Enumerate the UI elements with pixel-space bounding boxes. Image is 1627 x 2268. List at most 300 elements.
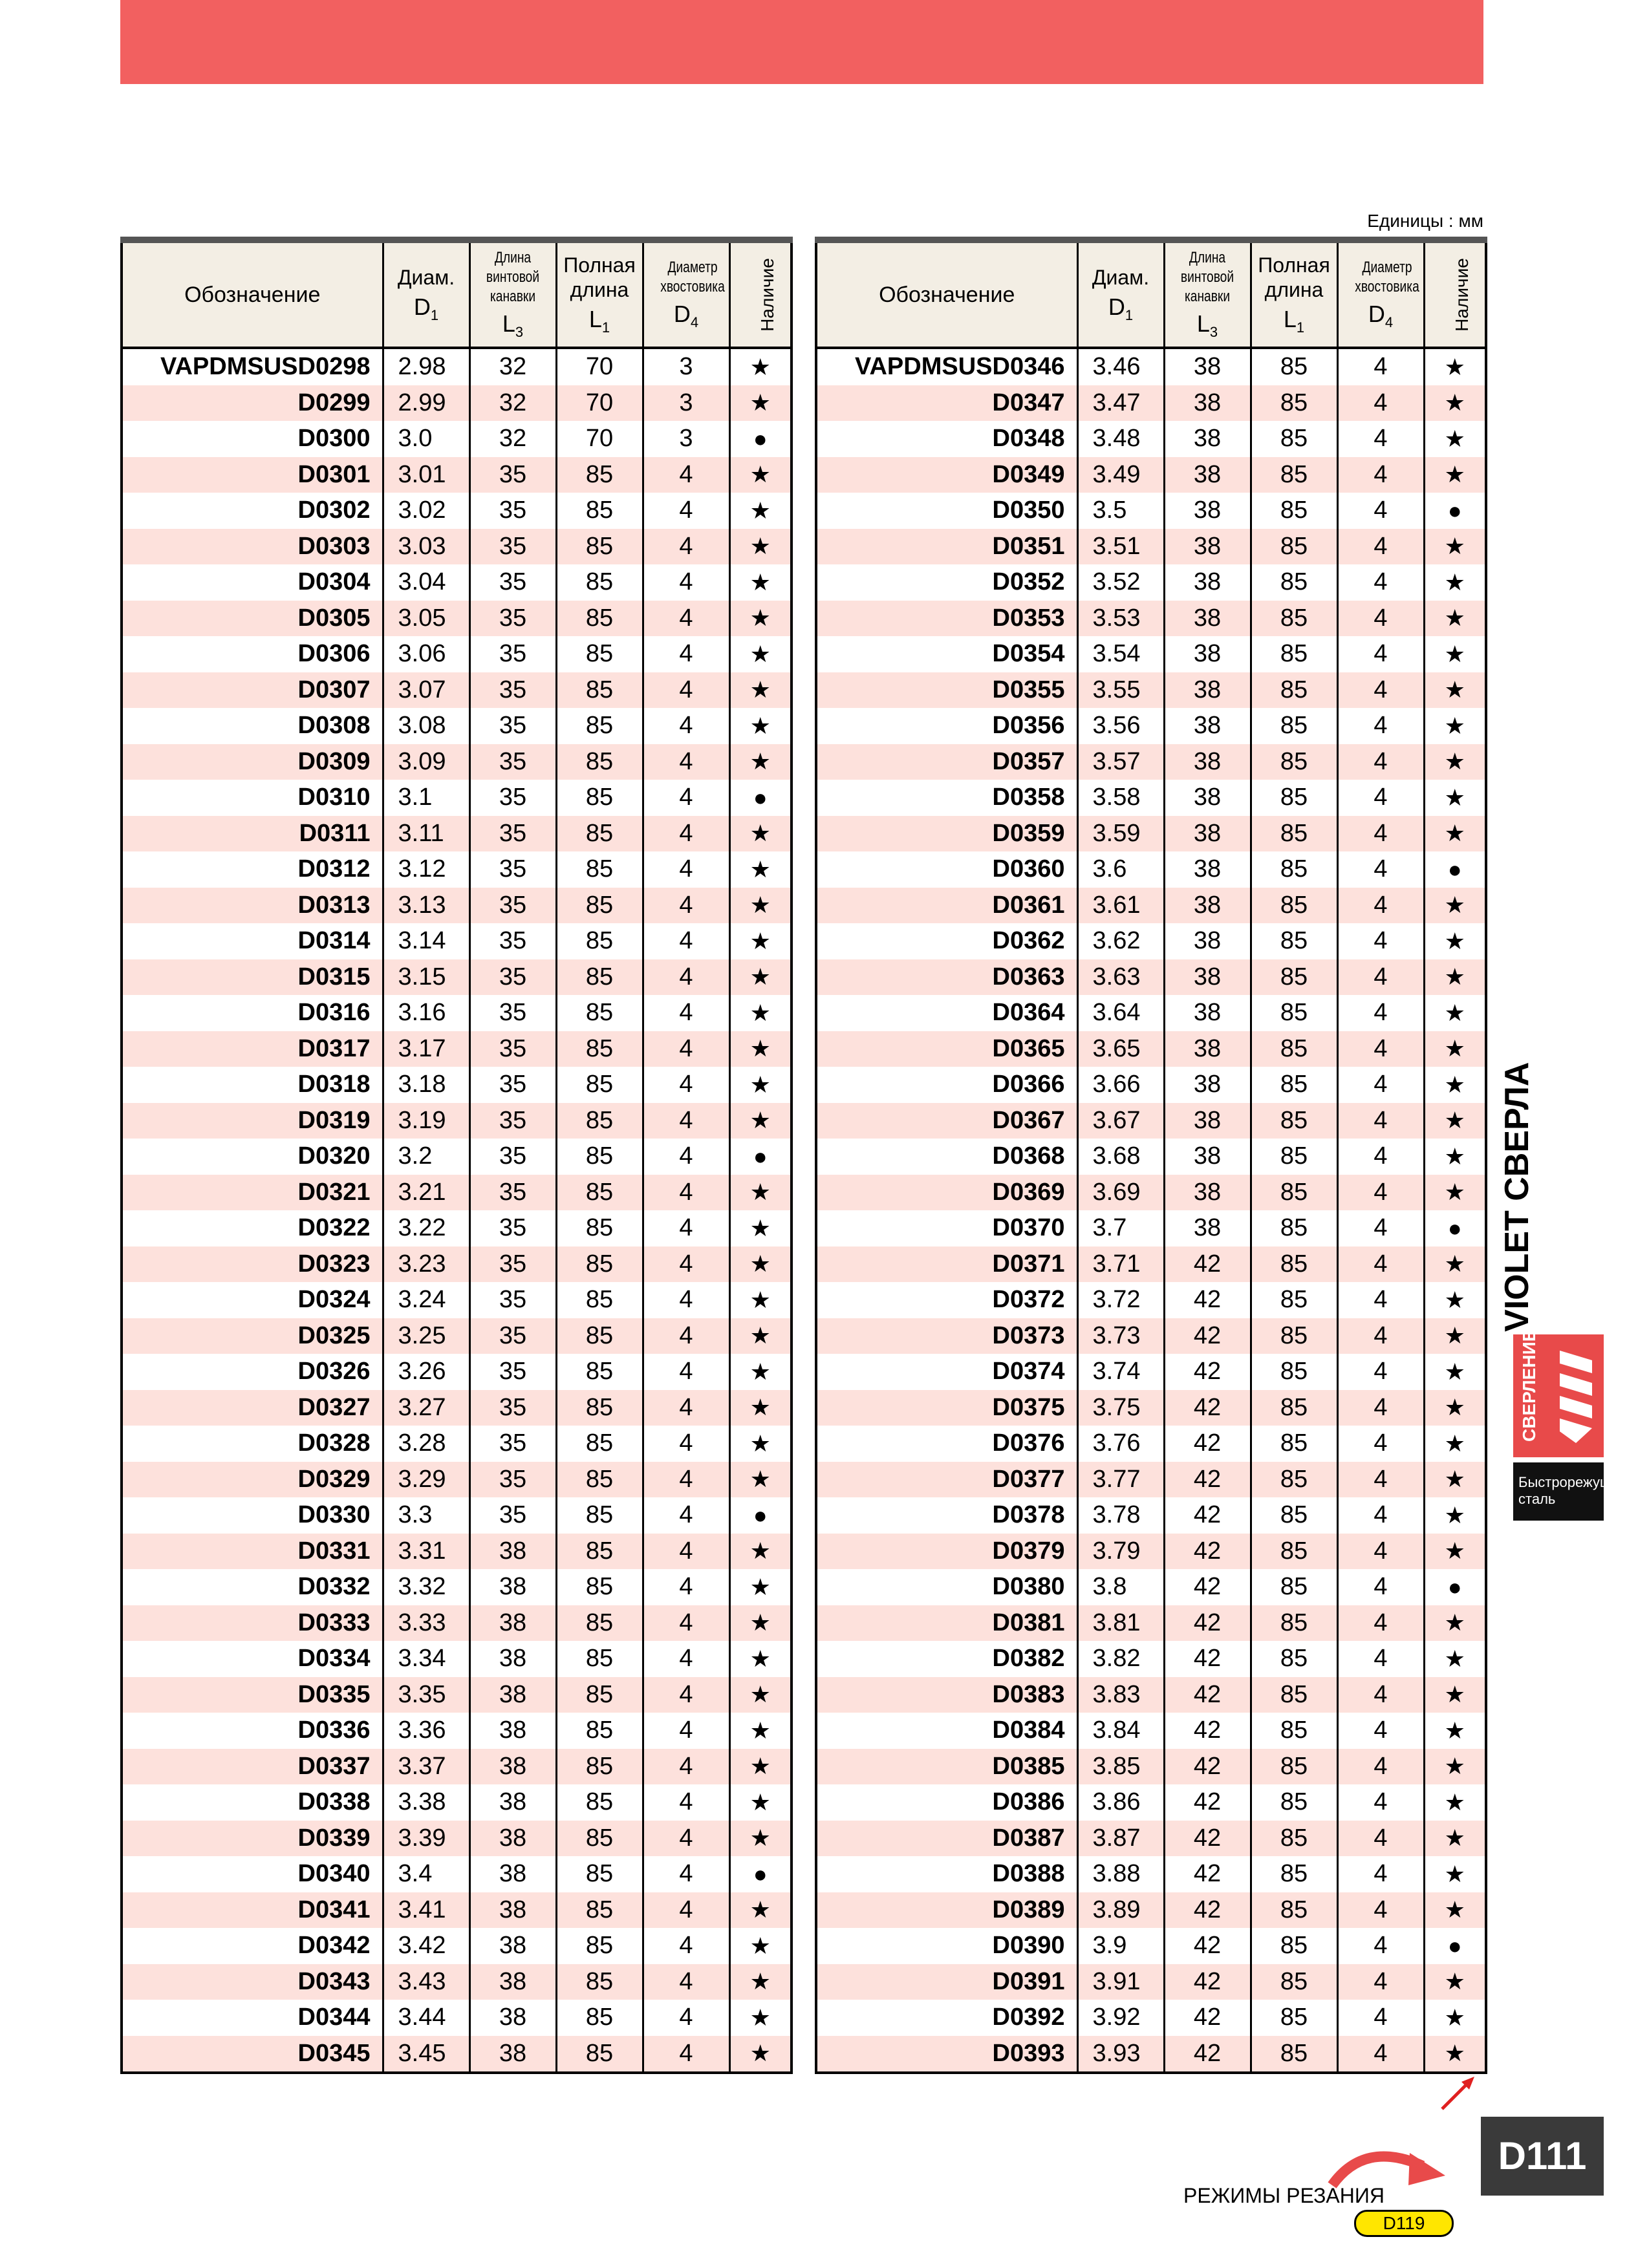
- shank-diameter-cell: 4: [1337, 385, 1424, 422]
- flute-length-cell: 35: [469, 923, 556, 959]
- header-designation: Обозначение: [816, 240, 1077, 348]
- flute-length-cell: 35: [469, 493, 556, 529]
- flute-length-cell: 35: [469, 564, 556, 601]
- shank-diameter-cell: 4: [643, 1354, 729, 1390]
- shank-diameter-cell: 4: [1337, 1462, 1424, 1498]
- availability-cell: ★: [729, 708, 792, 744]
- designation-cell: D0371: [816, 1246, 1077, 1283]
- table-row: [816, 995, 1486, 1031]
- flute-length-cell: 35: [469, 1497, 556, 1534]
- designation-cell: D0323: [122, 1246, 383, 1283]
- table-row: [122, 708, 792, 744]
- arrow-icon: [1438, 2074, 1477, 2113]
- shank-diameter-cell: 4: [1337, 1175, 1424, 1211]
- designation-cell: D0382: [816, 1641, 1077, 1677]
- flute-length-cell: 38: [1164, 636, 1251, 672]
- designation-cell: D0326: [122, 1354, 383, 1390]
- designation-cell: D0360: [816, 851, 1077, 888]
- availability-cell: ★: [1424, 1175, 1486, 1211]
- table-row: [816, 708, 1486, 744]
- availability-cell: ★: [729, 2036, 792, 2073]
- total-length-cell: 85: [1251, 888, 1337, 924]
- designation-cell: D0364: [816, 995, 1077, 1031]
- availability-cell: ★: [729, 457, 792, 493]
- total-length-cell: 85: [1251, 1354, 1337, 1390]
- shank-diameter-cell: 4: [1337, 888, 1424, 924]
- diameter-cell: 3.92: [1077, 2000, 1164, 2036]
- diameter-cell: 3.6: [1077, 851, 1164, 888]
- flute-length-cell: 42: [1164, 1892, 1251, 1929]
- total-length-cell: 85: [556, 1641, 643, 1677]
- side-tab-section: СВЕРЛЕНИЕ: [1513, 1334, 1604, 1457]
- table-row: [816, 744, 1486, 780]
- availability-cell: ★: [729, 493, 792, 529]
- table-row: [816, 636, 1486, 672]
- flute-length-cell: 42: [1164, 1641, 1251, 1677]
- availability-cell: ★: [729, 601, 792, 637]
- table-row: [122, 1784, 792, 1821]
- designation-cell: D0341: [122, 1892, 383, 1929]
- availability-cell: ★: [729, 636, 792, 672]
- diameter-cell: 3.13: [383, 888, 469, 924]
- shank-diameter-cell: 4: [643, 1497, 729, 1534]
- table-row: [122, 672, 792, 709]
- total-length-cell: 85: [556, 959, 643, 996]
- shank-diameter-cell: 4: [1337, 1210, 1424, 1246]
- availability-cell: ●: [729, 1856, 792, 1892]
- total-length-cell: 85: [556, 995, 643, 1031]
- table-row: [122, 1534, 792, 1570]
- availability-cell: ★: [1424, 780, 1486, 816]
- table-row: [816, 1497, 1486, 1534]
- designation-cell: D0391: [816, 1964, 1077, 2000]
- availability-cell: ★: [1424, 1605, 1486, 1642]
- shank-diameter-cell: 4: [1337, 1246, 1424, 1283]
- designation-cell: D0349: [816, 457, 1077, 493]
- shank-diameter-cell: 4: [1337, 1569, 1424, 1605]
- flute-length-cell: 38: [1164, 348, 1251, 385]
- designation-cell: D0386: [816, 1784, 1077, 1821]
- table-row: [122, 959, 792, 996]
- diameter-cell: 3.35: [383, 1677, 469, 1713]
- flute-length-cell: 35: [469, 888, 556, 924]
- flute-length-cell: 35: [469, 1354, 556, 1390]
- availability-cell: ★: [729, 2000, 792, 2036]
- designation-cell: D0329: [122, 1462, 383, 1498]
- availability-cell: ★: [729, 995, 792, 1031]
- shank-diameter-cell: 4: [643, 1964, 729, 2000]
- availability-cell: ★: [1424, 1103, 1486, 1139]
- shank-diameter-cell: 4: [1337, 1964, 1424, 2000]
- designation-cell: D0330: [122, 1497, 383, 1534]
- flute-length-cell: 32: [469, 348, 556, 385]
- flute-length-cell: 38: [469, 1784, 556, 1821]
- diameter-cell: 3.27: [383, 1390, 469, 1426]
- shank-diameter-cell: 4: [643, 995, 729, 1031]
- flute-length-cell: 38: [469, 1677, 556, 1713]
- diameter-cell: 3.86: [1077, 1784, 1164, 1821]
- diameter-cell: 3.93: [1077, 2036, 1164, 2073]
- total-length-cell: 85: [1251, 1210, 1337, 1246]
- side-tab-title: VIOLET СВЕРЛА: [1498, 1062, 1536, 1332]
- flute-length-cell: 42: [1164, 2036, 1251, 2073]
- total-length-cell: 85: [1251, 636, 1337, 672]
- flute-length-cell: 42: [1164, 1605, 1251, 1642]
- total-length-cell: 85: [556, 1246, 643, 1283]
- shank-diameter-cell: 4: [1337, 1713, 1424, 1749]
- designation-cell: D0325: [122, 1318, 383, 1354]
- availability-cell: ★: [1424, 1749, 1486, 1785]
- shank-diameter-cell: 4: [643, 1928, 729, 1964]
- diameter-cell: 3.67: [1077, 1103, 1164, 1139]
- table-row: [122, 2000, 792, 2036]
- flute-length-cell: 35: [469, 995, 556, 1031]
- shank-diameter-cell: 4: [1337, 1067, 1424, 1103]
- total-length-cell: 85: [556, 923, 643, 959]
- total-length-cell: 70: [556, 385, 643, 422]
- designation-cell: D0332: [122, 1569, 383, 1605]
- diameter-cell: 3.88: [1077, 1856, 1164, 1892]
- total-length-cell: 85: [556, 1031, 643, 1067]
- flute-length-cell: 38: [469, 1641, 556, 1677]
- flute-length-cell: 35: [469, 744, 556, 780]
- diameter-cell: 3.22: [383, 1210, 469, 1246]
- table-row: [816, 1175, 1486, 1211]
- total-length-cell: 85: [1251, 1497, 1337, 1534]
- flute-length-cell: 35: [469, 1210, 556, 1246]
- total-length-cell: 85: [556, 1569, 643, 1605]
- total-length-cell: 85: [556, 1390, 643, 1426]
- total-length-cell: 85: [1251, 672, 1337, 709]
- shank-diameter-cell: 4: [643, 923, 729, 959]
- shank-diameter-cell: 4: [643, 1210, 729, 1246]
- flute-length-cell: 38: [469, 2036, 556, 2073]
- availability-cell: ★: [1424, 2000, 1486, 2036]
- availability-cell: ★: [729, 1677, 792, 1713]
- designation-cell: D0362: [816, 923, 1077, 959]
- designation-cell: D0328: [122, 1426, 383, 1462]
- designation-cell: D0358: [816, 780, 1077, 816]
- diameter-cell: 3.04: [383, 564, 469, 601]
- diameter-cell: 3.31: [383, 1534, 469, 1570]
- availability-cell: ★: [1424, 1067, 1486, 1103]
- diameter-cell: 3.91: [1077, 1964, 1164, 2000]
- designation-cell: D0373: [816, 1318, 1077, 1354]
- flute-length-cell: 42: [1164, 1928, 1251, 1964]
- total-length-cell: 85: [1251, 1641, 1337, 1677]
- shank-diameter-cell: 4: [1337, 995, 1424, 1031]
- table-row: [122, 1210, 792, 1246]
- availability-cell: ★: [1424, 1856, 1486, 1892]
- shank-diameter-cell: 4: [1337, 1318, 1424, 1354]
- designation-cell: D0344: [122, 2000, 383, 2036]
- designation-cell: D0392: [816, 2000, 1077, 2036]
- availability-cell: ●: [729, 421, 792, 457]
- flute-length-cell: 38: [1164, 457, 1251, 493]
- availability-cell: ★: [729, 1067, 792, 1103]
- designation-cell: D0317: [122, 1031, 383, 1067]
- flute-length-cell: 38: [1164, 564, 1251, 601]
- availability-cell: ★: [729, 1641, 792, 1677]
- flute-length-cell: 38: [1164, 888, 1251, 924]
- availability-cell: ★: [1424, 995, 1486, 1031]
- table-row: [816, 1246, 1486, 1283]
- table-row: [122, 995, 792, 1031]
- table-row: [122, 601, 792, 637]
- total-length-cell: 85: [556, 564, 643, 601]
- total-length-cell: 85: [556, 1821, 643, 1857]
- shank-diameter-cell: 4: [643, 1426, 729, 1462]
- availability-cell: ★: [729, 1784, 792, 1821]
- diameter-cell: 3.37: [383, 1749, 469, 1785]
- designation-cell: D0338: [122, 1784, 383, 1821]
- total-length-cell: 85: [556, 1175, 643, 1211]
- availability-cell: ★: [1424, 385, 1486, 422]
- total-length-cell: 85: [556, 1784, 643, 1821]
- designation-cell: D0353: [816, 601, 1077, 637]
- shank-diameter-cell: 4: [1337, 529, 1424, 565]
- diameter-cell: 3.9: [1077, 1928, 1164, 1964]
- total-length-cell: 85: [1251, 959, 1337, 996]
- designation-cell: D0374: [816, 1354, 1077, 1390]
- designation-cell: D0368: [816, 1139, 1077, 1175]
- flute-length-cell: 32: [469, 421, 556, 457]
- total-length-cell: 85: [556, 1856, 643, 1892]
- header-availability: Наличие: [729, 240, 792, 348]
- table-row: [122, 1031, 792, 1067]
- shank-diameter-cell: 4: [1337, 672, 1424, 709]
- total-length-cell: 85: [556, 457, 643, 493]
- diameter-cell: 3.68: [1077, 1139, 1164, 1175]
- diameter-cell: 3.19: [383, 1103, 469, 1139]
- availability-cell: ★: [729, 1462, 792, 1498]
- table-row: [816, 601, 1486, 637]
- availability-cell: ★: [1424, 1246, 1486, 1283]
- table-row: [816, 888, 1486, 924]
- flute-length-cell: 38: [1164, 601, 1251, 637]
- availability-cell: ●: [729, 780, 792, 816]
- total-length-cell: 85: [556, 851, 643, 888]
- flute-length-cell: 38: [1164, 493, 1251, 529]
- total-length-cell: 85: [556, 1354, 643, 1390]
- shank-diameter-cell: 4: [1337, 1497, 1424, 1534]
- diameter-cell: 3.77: [1077, 1462, 1164, 1498]
- table-row: [122, 1246, 792, 1283]
- total-length-cell: 85: [1251, 1713, 1337, 1749]
- table-row: [122, 1821, 792, 1857]
- diameter-cell: 3.39: [383, 1821, 469, 1857]
- table-row: [122, 1497, 792, 1534]
- flute-length-cell: 42: [1164, 1462, 1251, 1498]
- shank-diameter-cell: 4: [1337, 959, 1424, 996]
- diameter-cell: 3.83: [1077, 1677, 1164, 1713]
- shank-diameter-cell: 4: [643, 1749, 729, 1785]
- flute-length-cell: 38: [469, 1749, 556, 1785]
- total-length-cell: 85: [1251, 1534, 1337, 1570]
- shank-diameter-cell: 4: [643, 1103, 729, 1139]
- diameter-cell: 3.46: [1077, 348, 1164, 385]
- table-row: [122, 744, 792, 780]
- diameter-cell: 3.53: [1077, 601, 1164, 637]
- flute-length-cell: 35: [469, 1067, 556, 1103]
- flute-length-cell: 35: [469, 1139, 556, 1175]
- availability-cell: ★: [1424, 1784, 1486, 1821]
- flute-length-cell: 38: [1164, 672, 1251, 709]
- availability-cell: ★: [729, 672, 792, 709]
- designation-cell: VAPDMSUSD0346: [816, 348, 1077, 385]
- total-length-cell: 85: [556, 708, 643, 744]
- table-row: [816, 1282, 1486, 1318]
- flute-length-cell: 35: [469, 1175, 556, 1211]
- page-number: D111: [1481, 2117, 1604, 2196]
- availability-cell: ●: [1424, 1210, 1486, 1246]
- shank-diameter-cell: 4: [643, 1282, 729, 1318]
- shank-diameter-cell: 4: [643, 2000, 729, 2036]
- diameter-cell: 3.54: [1077, 636, 1164, 672]
- designation-cell: D0363: [816, 959, 1077, 996]
- diameter-cell: 3.57: [1077, 744, 1164, 780]
- diameter-cell: 3.82: [1077, 1641, 1164, 1677]
- flute-length-cell: 35: [469, 1390, 556, 1426]
- designation-cell: D0304: [122, 564, 383, 601]
- flute-length-cell: 38: [1164, 780, 1251, 816]
- flute-length-cell: 38: [1164, 744, 1251, 780]
- table-row: [816, 672, 1486, 709]
- diameter-cell: 3.21: [383, 1175, 469, 1211]
- header-l3: Длина винтовой канавки $L_3$: [469, 240, 556, 348]
- flute-length-cell: 38: [1164, 1067, 1251, 1103]
- table-header-row: [122, 240, 792, 348]
- table-row: [122, 1282, 792, 1318]
- diameter-cell: 3.64: [1077, 995, 1164, 1031]
- availability-cell: ●: [729, 1139, 792, 1175]
- table-row: [122, 1677, 792, 1713]
- availability-cell: ★: [729, 1534, 792, 1570]
- designation-cell: D0314: [122, 923, 383, 959]
- table-row: [816, 1821, 1486, 1857]
- availability-cell: ★: [1424, 636, 1486, 672]
- table-row: [816, 1928, 1486, 1964]
- table-row: [122, 1749, 792, 1785]
- total-length-cell: 85: [556, 1318, 643, 1354]
- availability-cell: ★: [1424, 1892, 1486, 1929]
- designation-cell: D0381: [816, 1605, 1077, 1642]
- availability-cell: ★: [729, 1103, 792, 1139]
- total-length-cell: 85: [1251, 564, 1337, 601]
- shank-diameter-cell: 4: [643, 1605, 729, 1642]
- designation-cell: D0336: [122, 1713, 383, 1749]
- drill-icon: [1553, 1347, 1599, 1444]
- availability-cell: ★: [1424, 1497, 1486, 1534]
- diameter-cell: 3.81: [1077, 1605, 1164, 1642]
- total-length-cell: 85: [1251, 780, 1337, 816]
- total-length-cell: 85: [1251, 493, 1337, 529]
- header-d1: Диам. $D_1$: [383, 240, 469, 348]
- diameter-cell: 3.33: [383, 1605, 469, 1642]
- flute-length-cell: 38: [1164, 708, 1251, 744]
- designation-cell: D0375: [816, 1390, 1077, 1426]
- side-tab-material: Быстрорежущая сталь: [1513, 1462, 1604, 1521]
- diameter-cell: 3.15: [383, 959, 469, 996]
- table-row: [122, 1139, 792, 1175]
- total-length-cell: 85: [1251, 529, 1337, 565]
- total-length-cell: 85: [556, 1605, 643, 1642]
- flute-length-cell: 38: [469, 1713, 556, 1749]
- flute-length-cell: 38: [469, 1964, 556, 2000]
- designation-cell: D0352: [816, 564, 1077, 601]
- header-designation: Обозначение: [122, 240, 383, 348]
- spec-table-left: [120, 237, 793, 2074]
- total-length-cell: 70: [556, 421, 643, 457]
- units-note: Единицы : мм: [1367, 211, 1483, 231]
- shank-diameter-cell: 4: [1337, 1534, 1424, 1570]
- availability-cell: ★: [729, 744, 792, 780]
- designation-cell: D0315: [122, 959, 383, 996]
- diameter-cell: 3.02: [383, 493, 469, 529]
- shank-diameter-cell: 4: [643, 708, 729, 744]
- cutting-modes-link[interactable]: D119: [1354, 2210, 1454, 2237]
- availability-cell: ★: [729, 1892, 792, 1929]
- availability-cell: ★: [1424, 708, 1486, 744]
- table-row: [816, 1139, 1486, 1175]
- table-row: [122, 1605, 792, 1642]
- shank-diameter-cell: 4: [643, 1462, 729, 1498]
- shank-diameter-cell: 4: [1337, 1928, 1424, 1964]
- designation-cell: D0320: [122, 1139, 383, 1175]
- shank-diameter-cell: 4: [643, 1784, 729, 1821]
- table-row: [122, 529, 792, 565]
- diameter-cell: 3.18: [383, 1067, 469, 1103]
- shank-diameter-cell: 4: [643, 457, 729, 493]
- table-row: [816, 1569, 1486, 1605]
- flute-length-cell: 38: [1164, 816, 1251, 852]
- availability-cell: ★: [1424, 672, 1486, 709]
- shank-diameter-cell: 4: [1337, 636, 1424, 672]
- total-length-cell: 85: [556, 1892, 643, 1929]
- total-length-cell: 85: [1251, 1821, 1337, 1857]
- shank-diameter-cell: 4: [643, 851, 729, 888]
- table-row: [122, 385, 792, 422]
- total-length-cell: 85: [1251, 2036, 1337, 2073]
- table-row: [816, 348, 1486, 385]
- table-body-right: [816, 348, 1486, 2073]
- availability-cell: ★: [1424, 529, 1486, 565]
- designation-cell: D0354: [816, 636, 1077, 672]
- table-row: [122, 1569, 792, 1605]
- diameter-cell: 3.55: [1077, 672, 1164, 709]
- diameter-cell: 3.0: [383, 421, 469, 457]
- shank-diameter-cell: 4: [1337, 1139, 1424, 1175]
- designation-cell: D0359: [816, 816, 1077, 852]
- shank-diameter-cell: 4: [1337, 851, 1424, 888]
- shank-diameter-cell: 4: [1337, 2036, 1424, 2073]
- availability-cell: ★: [729, 1605, 792, 1642]
- diameter-cell: 3.56: [1077, 708, 1164, 744]
- flute-length-cell: 42: [1164, 1677, 1251, 1713]
- diameter-cell: 3.23: [383, 1246, 469, 1283]
- designation-cell: D0340: [122, 1856, 383, 1892]
- table-row: [122, 1354, 792, 1390]
- total-length-cell: 85: [556, 1749, 643, 1785]
- diameter-cell: 3.4: [383, 1856, 469, 1892]
- shank-diameter-cell: 4: [1337, 816, 1424, 852]
- availability-cell: ★: [1424, 923, 1486, 959]
- availability-cell: ★: [729, 1318, 792, 1354]
- total-length-cell: 85: [1251, 995, 1337, 1031]
- total-length-cell: 85: [556, 1497, 643, 1534]
- designation-cell: D0357: [816, 744, 1077, 780]
- total-length-cell: 85: [1251, 708, 1337, 744]
